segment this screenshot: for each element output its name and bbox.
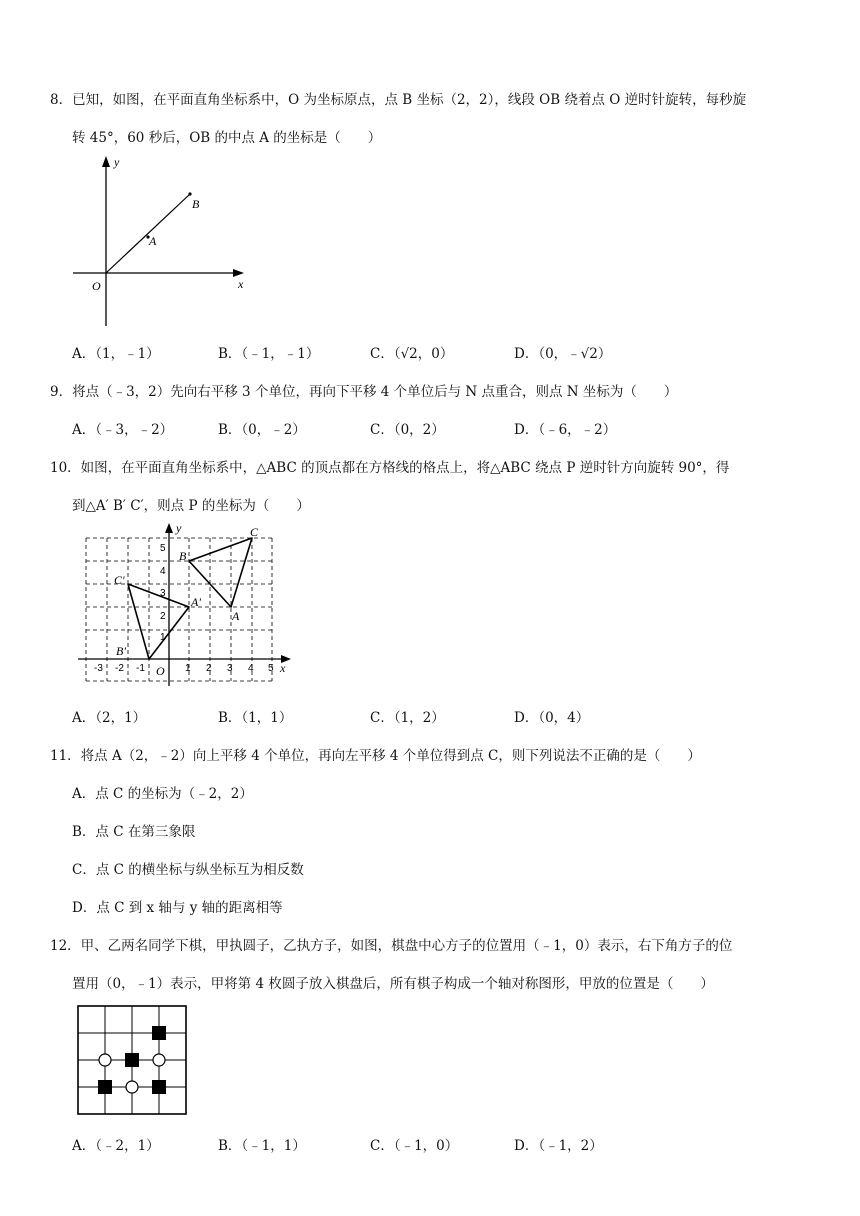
q10-xtick: -1 (136, 663, 145, 674)
q9-option-c[interactable]: C．（0，2） (370, 422, 445, 438)
q12-option-d[interactable]: D．（﹣1，2） (514, 1138, 603, 1154)
q8-figure (68, 150, 258, 330)
q12-option-b[interactable]: B．（﹣1，1） (218, 1138, 306, 1154)
q12-option-c[interactable]: C．（﹣1，0） (370, 1138, 459, 1154)
q12-chessboard-figure (76, 1004, 190, 1118)
q11-option-c[interactable]: C．点 C 的横坐标与纵坐标互为相反数 (72, 862, 304, 878)
q11-option-b[interactable]: B．点 C 在第三象限 (72, 824, 196, 840)
q10-xtick: 5 (268, 663, 274, 674)
q8-y-label: y (114, 155, 120, 169)
q10-xtick: -2 (115, 663, 124, 674)
q10-ytick: 2 (160, 611, 166, 622)
q10-ytick: 5 (160, 543, 166, 554)
q9-option-d[interactable]: D．（﹣6，﹣2） (514, 422, 617, 438)
q10-option-a[interactable]: A．（2，1） (72, 710, 147, 726)
q8-stem-line2: 转 45°，60 秒后，OB 的中点 A 的坐标是（ ） (72, 130, 382, 146)
q10-option-c[interactable]: C．（1，2） (370, 710, 445, 726)
q10-option-b[interactable]: B．（1，1） (218, 710, 293, 726)
q8-option-d[interactable]: D．（0，﹣√2） (514, 346, 612, 362)
q10-xtick: 2 (206, 663, 212, 674)
q10-point-a-prime-label: A' (191, 595, 201, 609)
q11-stem-line1: 11．将点 A（2，﹣2）向上平移 4 个单位，再向左平移 4 个单位得到点 C，则下列说法不正确的是（ ） (50, 748, 701, 764)
q10-point-b-label: B (179, 549, 187, 563)
q10-figure (76, 520, 296, 690)
q10-xtick: 1 (185, 663, 191, 674)
q10-x-label: x (280, 661, 286, 675)
q10-y-label: y (176, 521, 182, 535)
q10-point-c-prime-label: C' (114, 573, 125, 587)
q10-xtick: 3 (227, 663, 233, 674)
q9-option-a[interactable]: A．（﹣3，﹣2） (72, 422, 174, 438)
q11-option-a[interactable]: A．点 C 的坐标为（﹣2，2） (72, 786, 253, 802)
q10-point-b-prime-label: B' (116, 644, 126, 658)
q8-point-b-label: B (192, 197, 200, 211)
q10-stem-line2: 到△A′ B′ C′，则点 P 的坐标为（ ） (72, 498, 310, 514)
q10-stem-line1: 10．如图，在平面直角坐标系中，△ABC 的顶点都在方格线的格点上，将△ABC 绕点 P 逆时针方向旋转 90°，得 (50, 460, 730, 476)
q8-x-label: x (238, 277, 244, 291)
q8-option-c[interactable]: C．（√2，0） (370, 346, 454, 362)
q10-point-a-label: A (232, 609, 240, 623)
q10-ytick: 1 (160, 632, 166, 643)
q10-point-c-label: C (250, 525, 259, 539)
q12-stem-line2: 置用（0，﹣1）表示，甲将第 4 枚圆子放入棋盘后，所有棋子构成一个轴对称图形，甲放的位置是（ ） (72, 976, 714, 992)
q10-ytick: 3 (160, 588, 166, 599)
q8-option-b[interactable]: B．（﹣1，﹣1） (218, 346, 320, 362)
q8-origin-label: O (92, 279, 101, 293)
q12-option-a[interactable]: A．（﹣2，1） (72, 1138, 160, 1154)
q9-stem-line1: 9．将点（﹣3，2）先向右平移 3 个单位，再向下平移 4 个单位后与 N 点重合，则点 N 坐标为（ ） (50, 384, 678, 400)
q12-stem-line1: 12．甲、乙两名同学下棋，甲执圆子，乙执方子，如图，棋盘中心方子的位置用（﹣1，0）表示，右下角方子的位 (50, 938, 733, 954)
q8-stem-line1: 8．已知，如图，在平面直角坐标系中，O 为坐标原点，点 B 坐标（2，2），线段 OB 绕着点 O 逆时针旋转，每秒旋 (50, 92, 747, 108)
q10-option-d[interactable]: D．（0，4） (514, 710, 590, 726)
q8-point-a-label: A (149, 234, 157, 248)
q8-option-a[interactable]: A．（1，﹣1） (72, 346, 160, 362)
q9-option-b[interactable]: B．（0，﹣2） (218, 422, 306, 438)
q11-option-d[interactable]: D．点 C 到 x 轴与 y 轴的距离相等 (72, 900, 283, 916)
q10-ytick: 4 (160, 566, 166, 577)
q10-xtick: -3 (94, 663, 103, 674)
q10-xtick: 4 (248, 663, 254, 674)
q10-origin-label: O (156, 664, 165, 678)
